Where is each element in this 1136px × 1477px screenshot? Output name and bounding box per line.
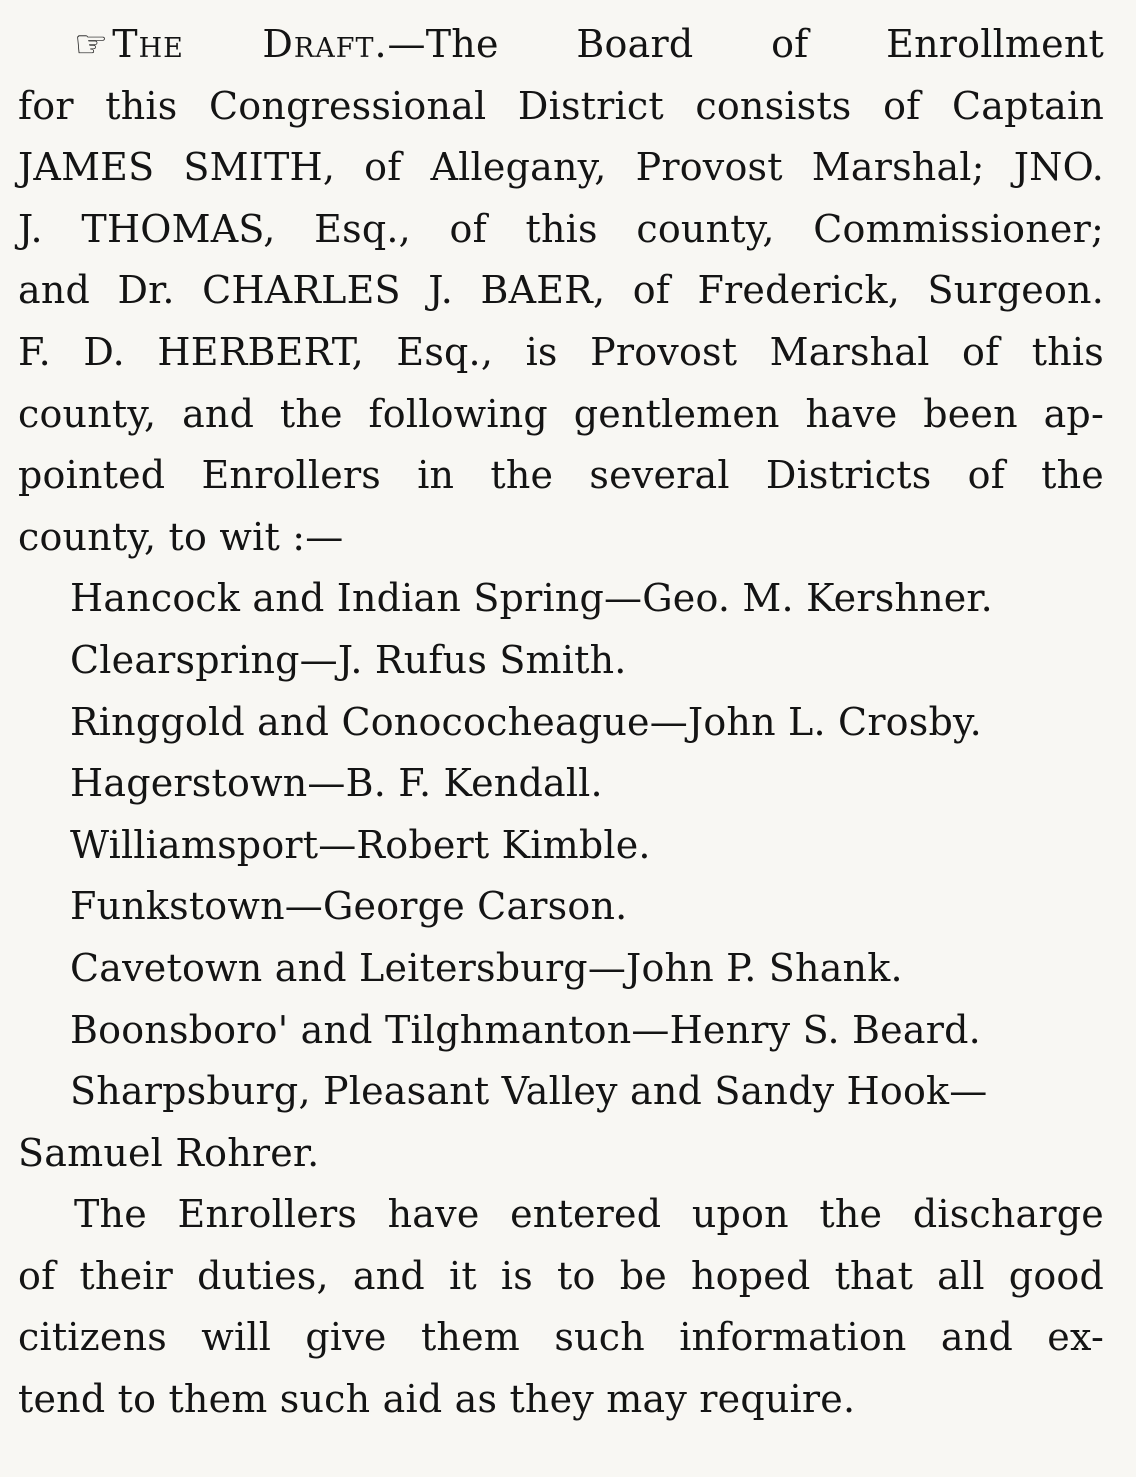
intro-line: JAMES SMITH, of Allegany, Provost Marshal; JNO. [18, 145, 1104, 190]
enroller-item: Boonsboro' and Tilghmanton—Henry S. Beard. [70, 1007, 981, 1052]
closing-line: The Enrollers have entered upon the discharge [74, 1192, 1104, 1237]
intro-line: county, and the following gentlemen have been ap- [18, 391, 1104, 436]
closing-line: tend to them such aid as they may require. [18, 1377, 856, 1422]
intro-line: F. D. HERBERT, Esq., is Provost Marshal of this [18, 329, 1104, 374]
intro-line: and Dr. CHARLES J. BAER, of Frederick, Surgeon. [18, 268, 1104, 313]
closing-line: citizens will give them such information and ex- [18, 1315, 1104, 1360]
closing-line: of their duties, and it is to be hoped that all good [18, 1253, 1104, 1298]
enroller-item: Funkstown—George Carson. [70, 884, 628, 929]
intro-line: J. THOMAS, Esq., of this county, Commissioner; [18, 206, 1104, 251]
enroller-item: Williamsport—Robert Kimble. [70, 822, 651, 867]
intro-line: —The Board of Enrollment [387, 22, 1104, 66]
enroller-item: Hagerstown—B. F. Kendall. [70, 761, 603, 806]
enroller-item: Ringgold and Conococheague—John L. Crosby. [70, 699, 982, 744]
article-headline: The Draft. [112, 22, 388, 66]
intro-line: pointed Enrollers in the several Districts of the [18, 453, 1104, 498]
headline-line [18, 14, 1104, 76]
enroller-item: Clearspring—J. Rufus Smith. [70, 637, 627, 682]
enroller-item: Samuel Rohrer. [18, 1130, 320, 1175]
enroller-item: Hancock and Indian Spring—Geo. M. Kershner. [70, 576, 993, 621]
enroller-item: Sharpsburg, Pleasant Valley and Sandy Hook— [70, 1069, 988, 1114]
pointing-hand-icon: ☞ [74, 22, 109, 66]
enroller-item: Cavetown and Leitersburg—John P. Shank. [70, 945, 903, 990]
intro-line: county, to wit :— [18, 514, 344, 559]
intro-line: for this Congressional District consists of Captain [18, 83, 1104, 128]
